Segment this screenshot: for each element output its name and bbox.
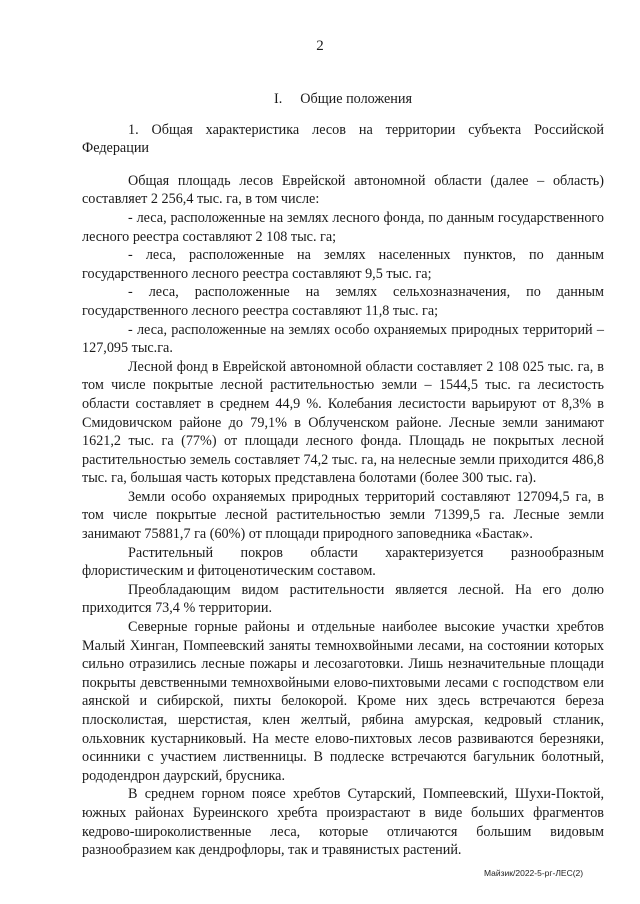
section-number: I. (273, 91, 283, 107)
list-item: - леса, расположенные на землях особо охраняемых природных территорий – 127,095 тыс.га. (82, 321, 604, 357)
list-item: - леса, расположенные на землях лесного фонда, по данным государственного лесного реестра составляют 2 108 тыс. га; (82, 209, 604, 245)
document-code: Майзик/2022-5-рг-ЛЕС(2) (484, 868, 584, 878)
document-body (82, 90, 604, 860)
section-heading (82, 90, 604, 109)
middle-mountain-paragraph: В среднем горном поясе хребтов Сутарский, Помпеевский, Шухи-Поктой, южных районах Буреинского хребта произрастают в виде больших фрагментов кедрово-широколиственные леса, которые отличаются большим видовым разнообразием как дендрофлоры, так и травянистых растений. (82, 786, 604, 859)
protected-areas-paragraph: Земли особо охраняемых природных территорий составляют 127094,5 га, в том числе покрытые лесной растительностью земли 71399,5 га. Лесные земли занимают 75881,7 га (60%) от площади природного заповедника «Бастак». (82, 488, 604, 543)
section-title: Общие положения (300, 91, 413, 107)
northern-regions-paragraph: Северные горные районы и отдельные наиболее высокие участки хребтов Малый Хинган, Помпеевский заняты темнохвойными лесами, на состоянии которых сильно отразились лесные пожары и лесозаготовки. Лишь незначительные площади покрыты девственными темнохвойными елово-пихтовыми лесами с господством ели аянской и сибирской, пихты белокорой. Кроме них здесь встречаются береза плосколистая, шерстистая, клен желтый, рябина амурская, кедровый стланик, ольховник кустарниковый. На месте елово-пихтовых лесов развиваются березняки, осинники с участием лиственницы. В подлеске встречаются багульник болотный, рододендрон даурский, брусника. (82, 619, 604, 784)
list-item: - леса, расположенные на землях населенных пунктов, по данным государственного лесного реестра составляют 9,5 тыс. га; (82, 247, 604, 282)
page-number: 2 (316, 38, 324, 54)
subsection-heading: 1. Общая характеристика лесов на территории субъекта Российской Федерации (82, 121, 604, 157)
intro-paragraph: Общая площадь лесов Еврейской автономной области (далее – область) составляет 2 256,4 тыс. га, в том числе: (82, 172, 604, 208)
list-item: - леса, расположенные на землях сельхозназначения, по данным государственного лесного реестра составляют 11,8 тыс. га; (82, 284, 604, 319)
forest-fund-paragraph: Лесной фонд в Еврейской автономной области составляет 2 108 025 тыс. га, в том числе покрытые лесной растительностью земли – 1544,5 тыс. га лесистость области составляет в среднем 44,9 %. Колебания лесистости варьируют от 8,3% в Смидовичском районе до 79,1% в Облученском районе. Лесные земли занимают 1621,2 тыс. га (77%) от площади лесного фонда. Площадь не покрытых лесной растительностью земель составляет 74,2 тыс. га, на нелесные земли приходится 486,8 тыс. га, большая часть которых представлена болотами (более 300 тыс. га). (82, 358, 604, 487)
vegetation-paragraph: Растительный покров области характеризуется разнообразным флористическим и фитоценотическим составом. (82, 544, 604, 580)
dominant-vegetation-paragraph: Преобладающим видом растительности является лесной. На его долю приходится 73,4 % территории. (82, 581, 604, 617)
